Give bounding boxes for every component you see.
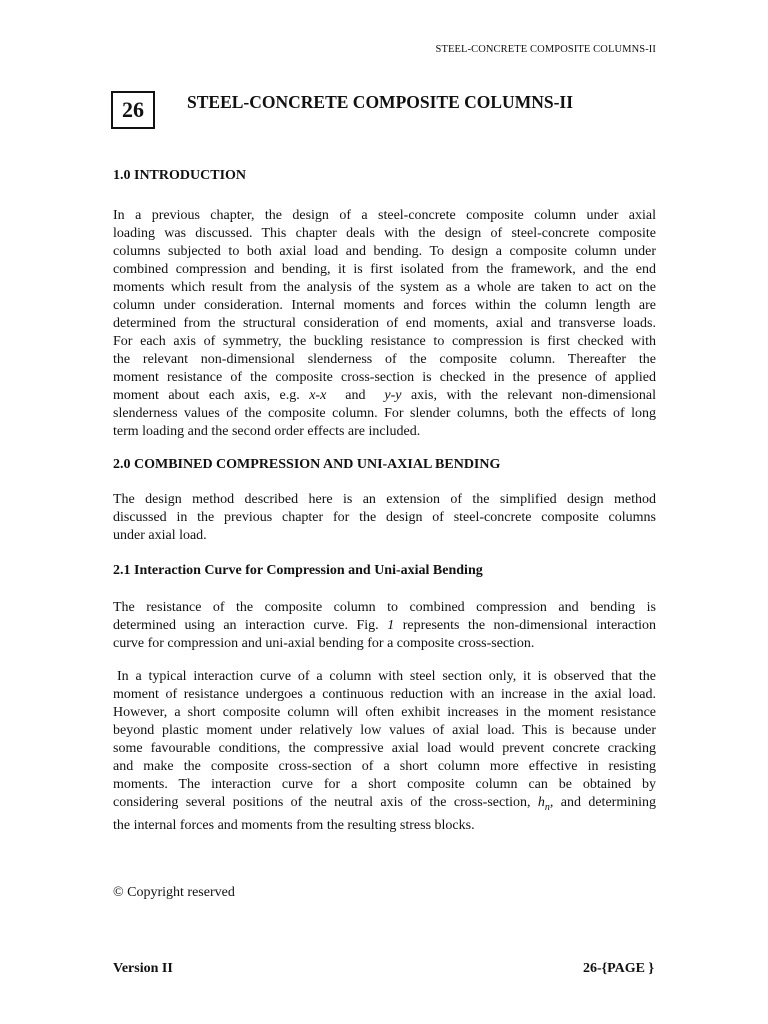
text-line: the internal forces and moments from the resulting stress blocks. <box>113 817 475 833</box>
section-heading-combined: 2.0 COMBINED COMPRESSION AND UNI-AXIAL BENDING <box>113 457 501 472</box>
text-line: columns subjected to both axial load and bending. To design a composite column under <box>113 244 656 259</box>
text-line: moments. The interaction curve for a short composite column can be obtained by <box>113 777 656 792</box>
text-line: loading was discussed. This chapter deals with the design of steel-concrete composite <box>113 226 656 241</box>
running-header: STEEL-CONCRETE COMPOSITE COLUMNS-II <box>435 44 656 55</box>
text-fragment: moment about each axis, e.g. <box>113 388 300 403</box>
text-line: However, a short composite column will often exhibit increases in the moment resistance <box>113 705 656 720</box>
text-line: moments which result from the analysis of the system as a whole are taken to act on the <box>113 280 656 295</box>
text-line: In a typical interaction curve of a column with steel section only, it is observed that the <box>117 669 656 684</box>
footer-version: Version II <box>113 961 173 976</box>
text-line: determined from the structural consideration of end moments, axial and transverse loads. <box>113 316 656 331</box>
text-line: combined compression and bending, it is first isolated from the framework, and the end <box>113 262 656 277</box>
text-line: curve for compression and uni-axial bending for a composite cross-section. <box>113 636 535 651</box>
text-line: some favourable conditions, the compressive axial load would prevent concrete cracking <box>113 741 656 756</box>
chapter-number-box: 26 <box>111 91 155 129</box>
text-line: under axial load. <box>113 528 207 543</box>
text-line: moment of resistance undergoes a continuous reduction with an increase in the axial load. <box>113 687 656 702</box>
text-line: slenderness values of the composite column. For slender columns, both the effects of long <box>113 406 656 421</box>
text-line-mixed <box>113 617 656 635</box>
paragraph-introduction <box>113 207 656 441</box>
paragraph-interaction-2 <box>113 668 656 835</box>
text-fragment: determined using an interaction curve. Fig. <box>113 618 379 633</box>
text-line: In a previous chapter, the design of a steel-concrete composite column under axial <box>113 208 656 223</box>
axis-label-yy: y-y <box>384 388 402 403</box>
text-line-mixed <box>113 794 656 817</box>
chapter-title: STEEL-CONCRETE COMPOSITE COLUMNS-II <box>187 92 574 112</box>
text-fragment: axis, with the relevant non-dimensional <box>410 388 657 403</box>
text-line: and make the composite cross-section of a short column more effective in resisting <box>113 759 656 774</box>
paragraph-combined <box>113 491 656 545</box>
text-line: term loading and the second order effects are included. <box>113 424 421 439</box>
text-line: The resistance of the composite column to combined compression and bending is <box>113 600 656 615</box>
section-heading-interaction-curve: 2.1 Interaction Curve for Compression and Uni-axial Bending <box>113 563 483 578</box>
copyright-notice: © Copyright reserved <box>113 885 235 900</box>
text-line: column under consideration. Internal moments and forces within the column length are <box>113 298 656 313</box>
text-line-mixed <box>113 387 656 405</box>
neutral-axis-symbol: h <box>537 795 545 810</box>
text-fragment: , and determining <box>549 795 656 810</box>
text-fragment: and <box>345 388 366 403</box>
figure-ref: 1 <box>387 618 395 633</box>
text-fragment: represents the non-dimensional interaction <box>402 618 657 633</box>
text-line: discussed in the previous chapter for the design of steel-concrete composite columns <box>113 510 656 525</box>
section-heading-introduction: 1.0 INTRODUCTION <box>113 168 247 183</box>
text-line: moment resistance of the composite cross-section is checked in the presence of applied <box>113 370 656 385</box>
neutral-axis-subscript: n <box>544 801 550 813</box>
text-fragment: considering several positions of the neutral axis of the cross-section, <box>113 795 531 810</box>
text-line: The design method described here is an extension of the simplified design method <box>113 492 656 507</box>
paragraph-interaction-1 <box>113 599 656 653</box>
axis-label-xx: x-x <box>309 388 327 403</box>
text-line: beyond plastic moment under relatively low values of axial load. This is because under <box>113 723 656 738</box>
text-line: For each axis of symmetry, the buckling resistance to compression is first checked with <box>113 334 656 349</box>
footer-page-number: 26-{PAGE } <box>582 961 654 976</box>
text-line: the relevant non-dimensional slenderness of the composite column. Thereafter the <box>113 352 656 367</box>
